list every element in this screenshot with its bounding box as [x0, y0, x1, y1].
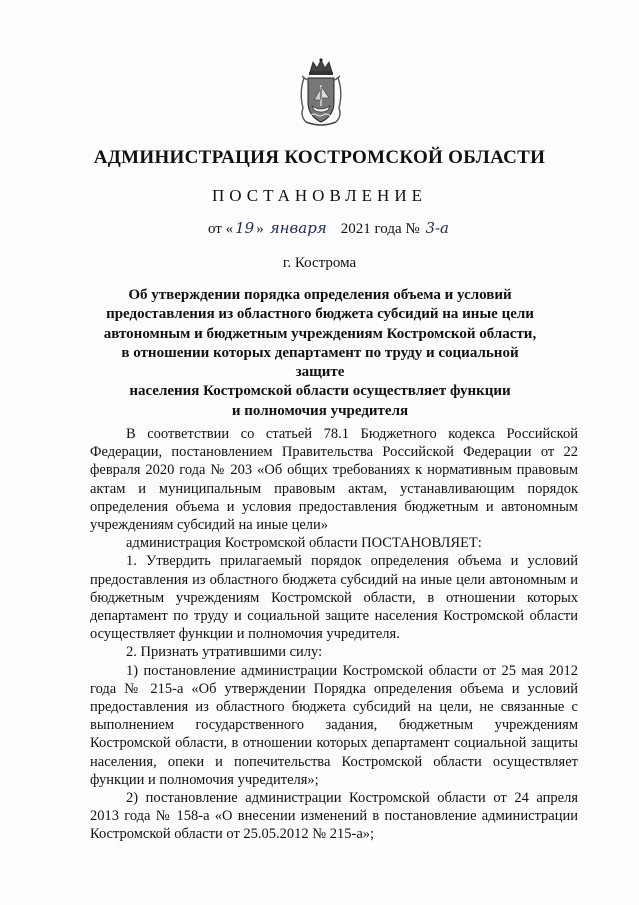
kostroma-coat-of-arms-icon: [296, 58, 346, 128]
handwritten-month: января: [269, 219, 327, 237]
document-body: [90, 425, 578, 844]
title-line: автономным и бюджетным учреждениям Костромской области,: [103, 325, 537, 342]
title-line: населения Костромской области осуществляет функции: [129, 383, 511, 400]
item-1-paragraph: 1. Утвердить прилагаемый порядок определения объема и условий предоставления из областного бюджета субсидий на иные цели автономным и бюджетным учреждениям Костромской области, в отношении которых департамент по труду и социальной защите населения Костромской области осуществляет функции и полномочия учредителя.: [90, 553, 578, 643]
date-prefix: от «: [208, 221, 234, 237]
item-2-2-paragraph: 2) постановление администрации Костромской области от 24 апреля 2013 года № 158-а «О внесении изменений в постановление администрации Костромской области от 25.05.2012 № 215-а»;: [90, 790, 578, 843]
city: г. Кострома: [282, 255, 357, 271]
item-2-paragraph: 2. Признать утратившими силу:: [126, 644, 323, 661]
preamble-paragraph: В соответствии со статьей 78.1 Бюджетного кодекса Российской Федерации, постановлением Правительства Российской Федерации от 22 февраля 2020 года № 203 «Об общих требованиях к нормативным правовым актам и муниципальным правовым актам, устанавливающим порядок определения объема и условия предоставления бюджетным и автономным учреждениям субсидий на иные цели»: [90, 426, 578, 534]
title-line: и полномочия учредителя: [231, 402, 409, 419]
title-line: предоставления из областного бюджета субсидий на иные цели: [106, 306, 534, 323]
resolve-paragraph: администрация Костромской области ПОСТАНОВЛЯЕТ:: [126, 535, 482, 552]
item-2-1-paragraph: 1) постановление администрации Костромской области от 25 мая 2012 года № 215-а «Об утверждении Порядка определения объема и условий предоставления из областного бюджета субсидий на цели, не связанные с выполнением государственного задания, бюджетным учреждениям Костромской области, в отношении которых департамент социальной защиты населения, опеки и попечительства Костромской области осуществляет функции и полномочия учредителя»;: [90, 662, 578, 788]
agency-name: АДМИНИСТРАЦИЯ КОСТРОМСКОЙ ОБЛАСТИ: [93, 147, 546, 168]
document-type: ПОСТАНОВЛЕНИЕ: [211, 186, 427, 205]
date-line: [208, 219, 449, 238]
date-mid: »: [256, 221, 264, 237]
handwritten-day: 19: [235, 219, 255, 237]
document-title: [96, 286, 544, 421]
handwritten-number: 3-а: [425, 219, 449, 237]
date-year: 2021 года №: [340, 221, 420, 237]
title-line: в отношении которых департамент по труду и социальной защите: [121, 344, 519, 381]
title-line: Об утверждении порядка определения объема и условий: [128, 287, 512, 303]
